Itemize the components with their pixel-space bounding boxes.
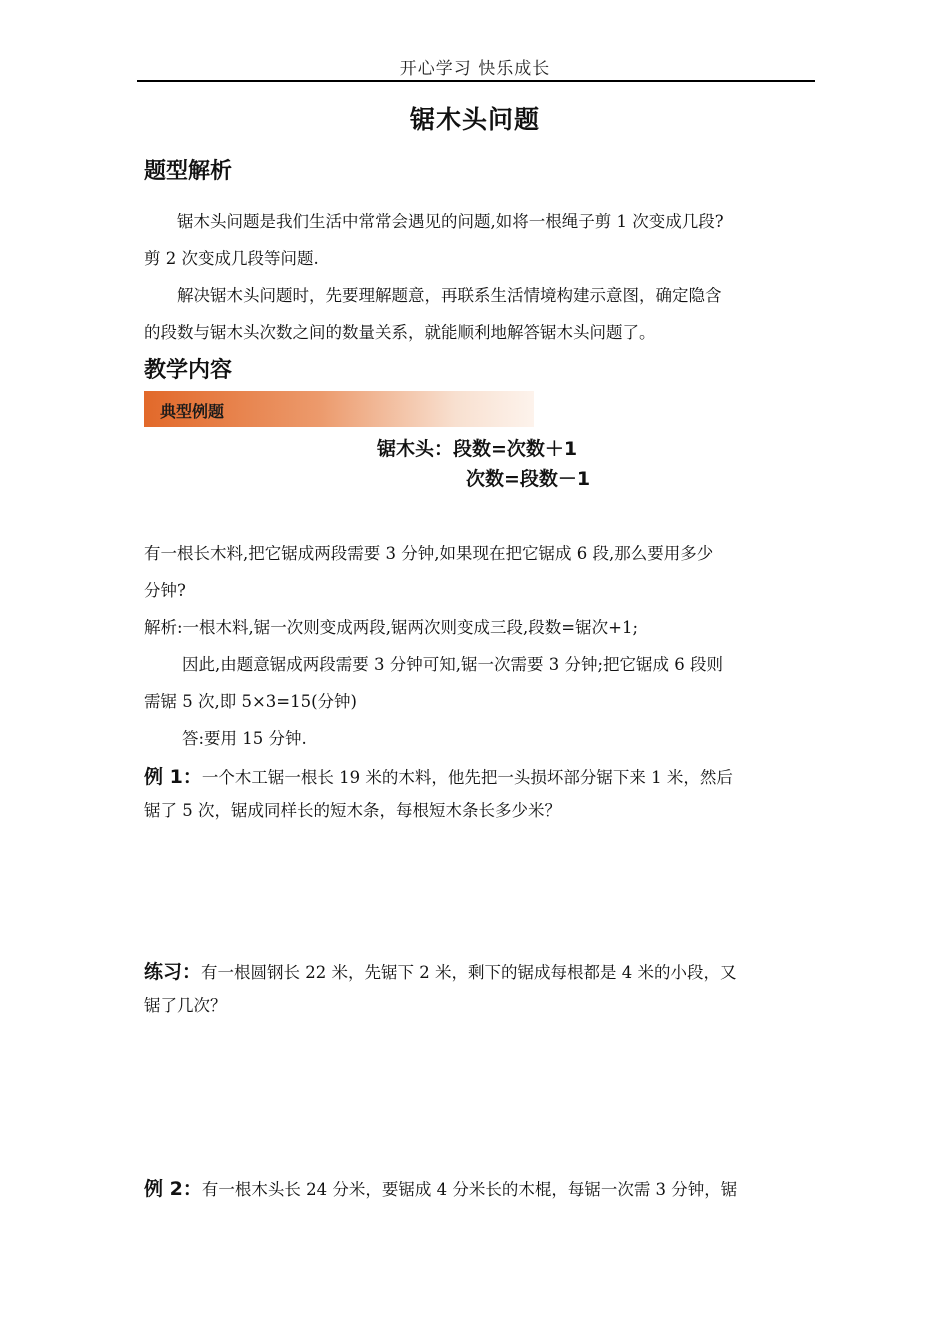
intro-answer-line-4: 答:要用 15 分钟.	[182, 729, 307, 748]
example-1-line-2: 锯了 5 次，锯成同样长的短木条，每根短木条长多少米？	[144, 801, 561, 820]
example-1-label: 例 1：	[144, 766, 202, 788]
example-2-label: 例 2：	[144, 1178, 202, 1200]
example-2-line-1	[144, 1174, 737, 1201]
intro-answer-line-2: 因此,由题意锯成两段需要 3 分钟可知,锯一次需要 3 分钟;把它锯成 6 段则	[182, 655, 724, 674]
intro-answer-line-1: 解析:一根木料,锯一次则变成两段,锯两次则变成三段,段数=锯次+1;	[144, 618, 639, 637]
practice-line-1	[144, 957, 736, 984]
intro-question-line-1: 有一根长木料,把它锯成两段需要 3 分钟,如果现在把它锯成 6 段,那么要用多少	[144, 544, 714, 563]
section-heading-teaching: 教学内容	[144, 358, 233, 383]
analysis-paragraph-1-line-2: 剪 2 次变成几段等问题.	[144, 249, 319, 268]
formula-cuts: 次数=段数－1	[466, 468, 591, 490]
typical-examples-banner	[144, 391, 534, 427]
analysis-paragraph-2-line-1: 解决锯木头问题时，先要理解题意，再联系生活情境构建示意图，确定隐含	[177, 286, 722, 305]
example-1-line-1	[144, 762, 733, 789]
practice-label: 练习：	[144, 961, 202, 983]
header-divider	[137, 80, 815, 82]
analysis-paragraph-1-line-1: 锯木头问题是我们生活中常常会遇见的问题,如将一根绳子剪 1 次变成几段?	[177, 212, 724, 231]
formula-segments: 锯木头：段数=次数＋1	[377, 438, 578, 460]
page-header: 开心学习 快乐成长	[399, 59, 551, 79]
practice-line-2: 锯了几次？	[144, 996, 227, 1015]
example-1-text-1: 一个木工锯一根长 19 米的木料，他先把一头损坏部分锯下来 1 米，然后	[201, 768, 733, 787]
intro-answer-line-3: 需锯 5 次,即 5×3=15(分钟)	[144, 692, 357, 711]
section-heading-analysis: 题型解析	[144, 159, 233, 184]
practice-text-1: 有一根圆钢长 22 米，先锯下 2 米，剩下的锯成每根都是 4 米的小段，又	[201, 963, 737, 982]
banner-label: 典型例题	[160, 402, 225, 421]
intro-question-line-2: 分钟?	[144, 581, 186, 600]
example-2-text-1: 有一根木头长 24 分米，要锯成 4 分米长的木棍，每锯一次需 3 分钟，锯	[201, 1180, 738, 1199]
document-title: 锯木头问题	[409, 105, 540, 134]
analysis-paragraph-2-line-2: 的段数与锯木头次数之间的数量关系，就能顺利地解答锯木头问题了。	[144, 323, 656, 342]
